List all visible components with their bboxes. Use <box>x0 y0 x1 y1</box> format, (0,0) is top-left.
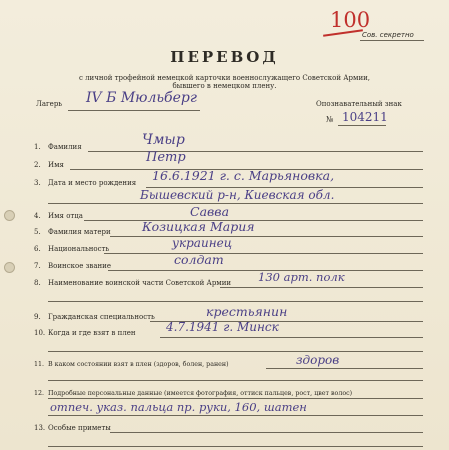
field-13-underline-2 <box>48 446 423 447</box>
field-11-underline-2 <box>48 380 423 381</box>
subtitle-line-2: бывшего в немецком плену. <box>172 82 277 90</box>
field-13-underline <box>110 432 423 433</box>
id-number-underline <box>338 125 386 126</box>
field-3-underline-2 <box>48 203 423 204</box>
field-1-underline <box>88 151 423 152</box>
field-7-label: Воинское звание <box>48 262 111 270</box>
field-11-underline <box>266 368 423 369</box>
field-10-number: 10. <box>34 329 46 337</box>
field-8-label: Наименование воинской части Советской Армии <box>48 279 232 287</box>
field-1-label: Фамилия <box>48 143 82 151</box>
field-9-number: 9. <box>34 313 41 321</box>
field-1-number: 1. <box>34 143 41 151</box>
field-2-label: Имя <box>48 161 64 169</box>
field-9-label: Гражданская специальность <box>48 313 155 321</box>
field-5-value: Козицкая Мария <box>142 219 255 234</box>
id-number-value: 104211 <box>342 110 388 124</box>
field-6-label: Национальность <box>48 245 110 253</box>
classification-underline <box>360 40 424 41</box>
field-7-value: солдат <box>174 252 224 267</box>
camp-underline <box>68 110 200 111</box>
field-11-label: В каком состоянии взят в плен (здоров, болен, ранен) <box>48 361 229 368</box>
field-12-label: Подробные персональные данные (имеется фотография, оттиск пальцев, рост, цвет волос) <box>48 390 353 397</box>
camp-label: Лагерь <box>36 100 63 108</box>
field-2-number: 2. <box>34 161 41 169</box>
field-9-value: крестьянин <box>206 304 288 319</box>
document-title: ПЕРЕВОД <box>170 48 279 66</box>
field-11-number: 11. <box>34 361 45 368</box>
field-12-value: отпеч. указ. пальца пр. руки, 160, шатен <box>50 400 307 414</box>
field-6-number: 6. <box>34 245 41 253</box>
field-3-value: 16.6.1921 г. с. Марьяновка, <box>152 168 335 183</box>
field-10-underline-2 <box>48 351 423 352</box>
field-6-underline <box>104 253 423 254</box>
field-8-value: 130 арт. полк <box>258 270 345 284</box>
field-5-number: 5. <box>34 228 41 236</box>
page-number: 100 <box>330 8 371 32</box>
field-5-label: Фамилия матери <box>48 228 111 236</box>
punch-hole-icon <box>4 210 15 221</box>
field-6-value: украинец <box>172 236 233 250</box>
camp-value: IV Б Мюльберг <box>86 90 197 106</box>
field-1-value: Чмыр <box>142 132 185 148</box>
field-4-value: Савва <box>190 204 230 219</box>
classification-stamp: Сов. секретно <box>362 31 414 39</box>
field-13-label: Особые приметы <box>48 424 111 432</box>
field-12-number: 12. <box>34 390 45 397</box>
field-12-underline <box>48 398 423 399</box>
field-5-underline <box>110 236 423 237</box>
field-8-number: 8. <box>34 279 41 287</box>
field-8-underline <box>220 287 423 288</box>
punch-hole-icon <box>4 262 15 273</box>
field-10-underline <box>160 337 423 338</box>
field-10-value: 4.7.1941 г. Минск <box>166 320 279 334</box>
field-4-label: Имя отца <box>48 212 83 220</box>
field-7-number: 7. <box>34 262 41 270</box>
field-3-value-line-2: Бышевский р-н, Киевская обл. <box>140 188 335 202</box>
field-13-number: 13. <box>34 424 46 432</box>
id-number-prefix: № <box>326 115 334 124</box>
id-mark-label: Опознавательный знак <box>316 100 402 108</box>
field-10-label: Когда и где взят в плен <box>48 329 136 337</box>
field-12-underline-2 <box>48 415 423 416</box>
field-11-value: здоров <box>296 353 340 367</box>
field-4-number: 4. <box>34 212 41 220</box>
field-8-underline-2 <box>48 301 423 302</box>
field-2-value: Петр <box>146 150 186 165</box>
subtitle-line-1: с личной трофейной немецкой карточки военнослужащего Советской Армии, <box>78 74 371 82</box>
field-3-label: Дата и место рождения <box>48 179 137 187</box>
field-3-number: 3. <box>34 179 41 187</box>
